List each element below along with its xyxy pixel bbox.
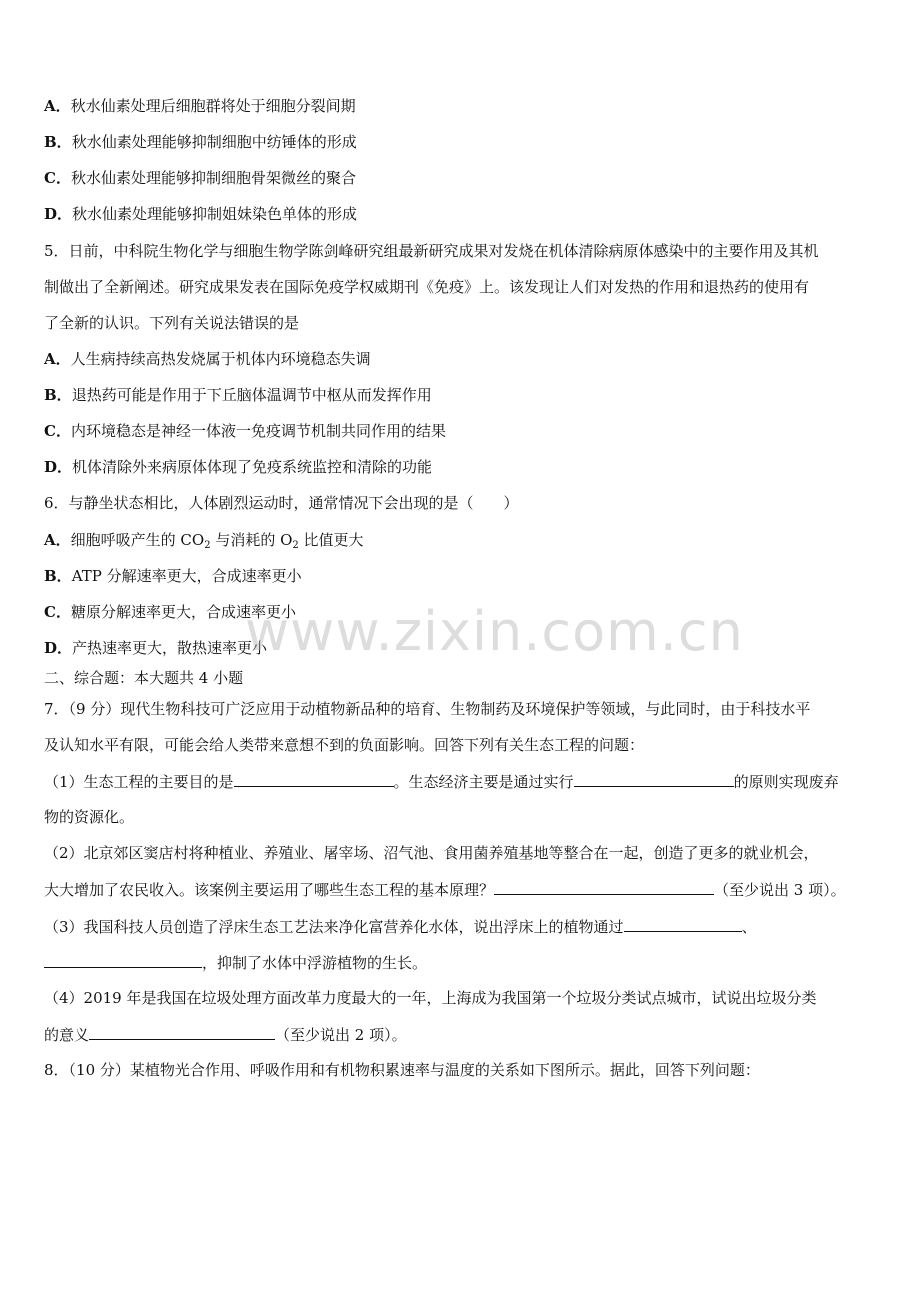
- q7-part3-line2: ，抑制了水体中浮游植物的生长。: [44, 951, 880, 974]
- q7-part1-line2: 物的资源化。: [44, 808, 135, 826]
- q4-option-d: D．秋水仙素处理能够抑制姐妹染色单体的形成: [44, 205, 358, 223]
- q5-option-c: C．内环境稳态是神经一体液一免疫调节机制共同作用的结果: [44, 422, 446, 440]
- q6-option-c: C．糖原分解速率更大，合成速率更小: [44, 603, 296, 621]
- answer-blank: [574, 770, 734, 787]
- q5-option-a: A．人生病持续高热发烧属于机体内环境稳态失调: [44, 350, 371, 368]
- q6-stem: 6．与静坐状态相比，人体剧烈运动时，通常情况下会出现的是（ ）: [44, 494, 519, 512]
- q5-stem-line2: 制做出了全新阐述。研究成果发表在国际免疫学权威期刊《免疫》上。该发现让人们对发热的作用和退热药的使用有: [44, 278, 810, 296]
- q7-stem-line2: 及认知水平有限，可能会给人类带来意想不到的负面影响。回答下列有关生态工程的问题：: [44, 736, 645, 754]
- q5-stem-line1: 5．日前，中科院生物化学与细胞生物学陈剑峰研究组最新研究成果对发烧在机体清除病原体感染中的主要作用及其机: [44, 242, 819, 260]
- q5-stem-line3: 了全新的认识。下列有关说法错误的是: [44, 314, 300, 332]
- answer-blank: [44, 951, 202, 968]
- q6-option-a: A．细胞呼吸产生的 $CO_2$ 与消耗的 $O_2$ 比值更大: [44, 531, 364, 551]
- q7-part3-line1: （3）我国科技人员创造了浮床生态工艺法来净化富营养化水体，说出浮床上的植物通过 、: [44, 915, 880, 938]
- q5-option-d: D．机体清除外来病原体体现了免疫系统监控和清除的功能: [44, 458, 433, 476]
- q4-option-c: C．秋水仙素处理能够抑制细胞骨架微丝的聚合: [44, 169, 356, 187]
- q7-part4-line1: （4）2019 年是我国在垃圾处理方面改革力度最大的一年，上海成为我国第一个垃圾分类试点城市，试说出垃圾分类: [44, 989, 817, 1007]
- q8-stem: 8．（10 分）某植物光合作用、呼吸作用和有机物积累速率与温度的关系如下图所示。据此，回答下列问题：: [44, 1061, 760, 1079]
- q6-option-d: D．产热速率更大，散热速率更小: [44, 639, 268, 657]
- section-heading: 二、综合题：本大题共 4 小题: [44, 669, 244, 687]
- q7-part2-line2: 大大增加了农民收入。该案例主要运用了哪些生态工程的基本原理？ （至少说出 3 项）。: [44, 878, 880, 901]
- q7-part1-line1: （1）生态工程的主要目的是 。生态经济主要是通过实行 的原则实现废弃: [44, 770, 880, 793]
- answer-blank: [234, 770, 394, 787]
- q5-option-b: B．退热药可能是作用于下丘脑体温调节中枢从而发挥作用: [44, 386, 432, 404]
- watermark: www.zixin.com.cn: [245, 600, 744, 663]
- q7-part2-line1: （2）北京郊区窦店村将种植业、养殖业、屠宰场、沼气池、食用菌养殖基地等整合在一起，创造了更多的就业机会，: [44, 844, 819, 862]
- q7-part4-line2: 的意义 （至少说出 2 项）。: [44, 1023, 880, 1046]
- q4-option-a: A．秋水仙素处理后细胞群将处于细胞分裂间期: [44, 97, 356, 115]
- answer-blank: [624, 915, 742, 932]
- q6-option-b: B．ATP 分解速率更大，合成速率更小: [44, 567, 302, 585]
- q7-stem-line1: 7．（9 分）现代生物科技可广泛应用于动植物新品种的培育、生物制药及环境保护等领域，与此同时，由于科技水平: [44, 700, 811, 718]
- answer-blank: [494, 878, 714, 895]
- q4-option-b: B．秋水仙素处理能够抑制细胞中纺锤体的形成: [44, 133, 357, 151]
- answer-blank: [89, 1023, 275, 1040]
